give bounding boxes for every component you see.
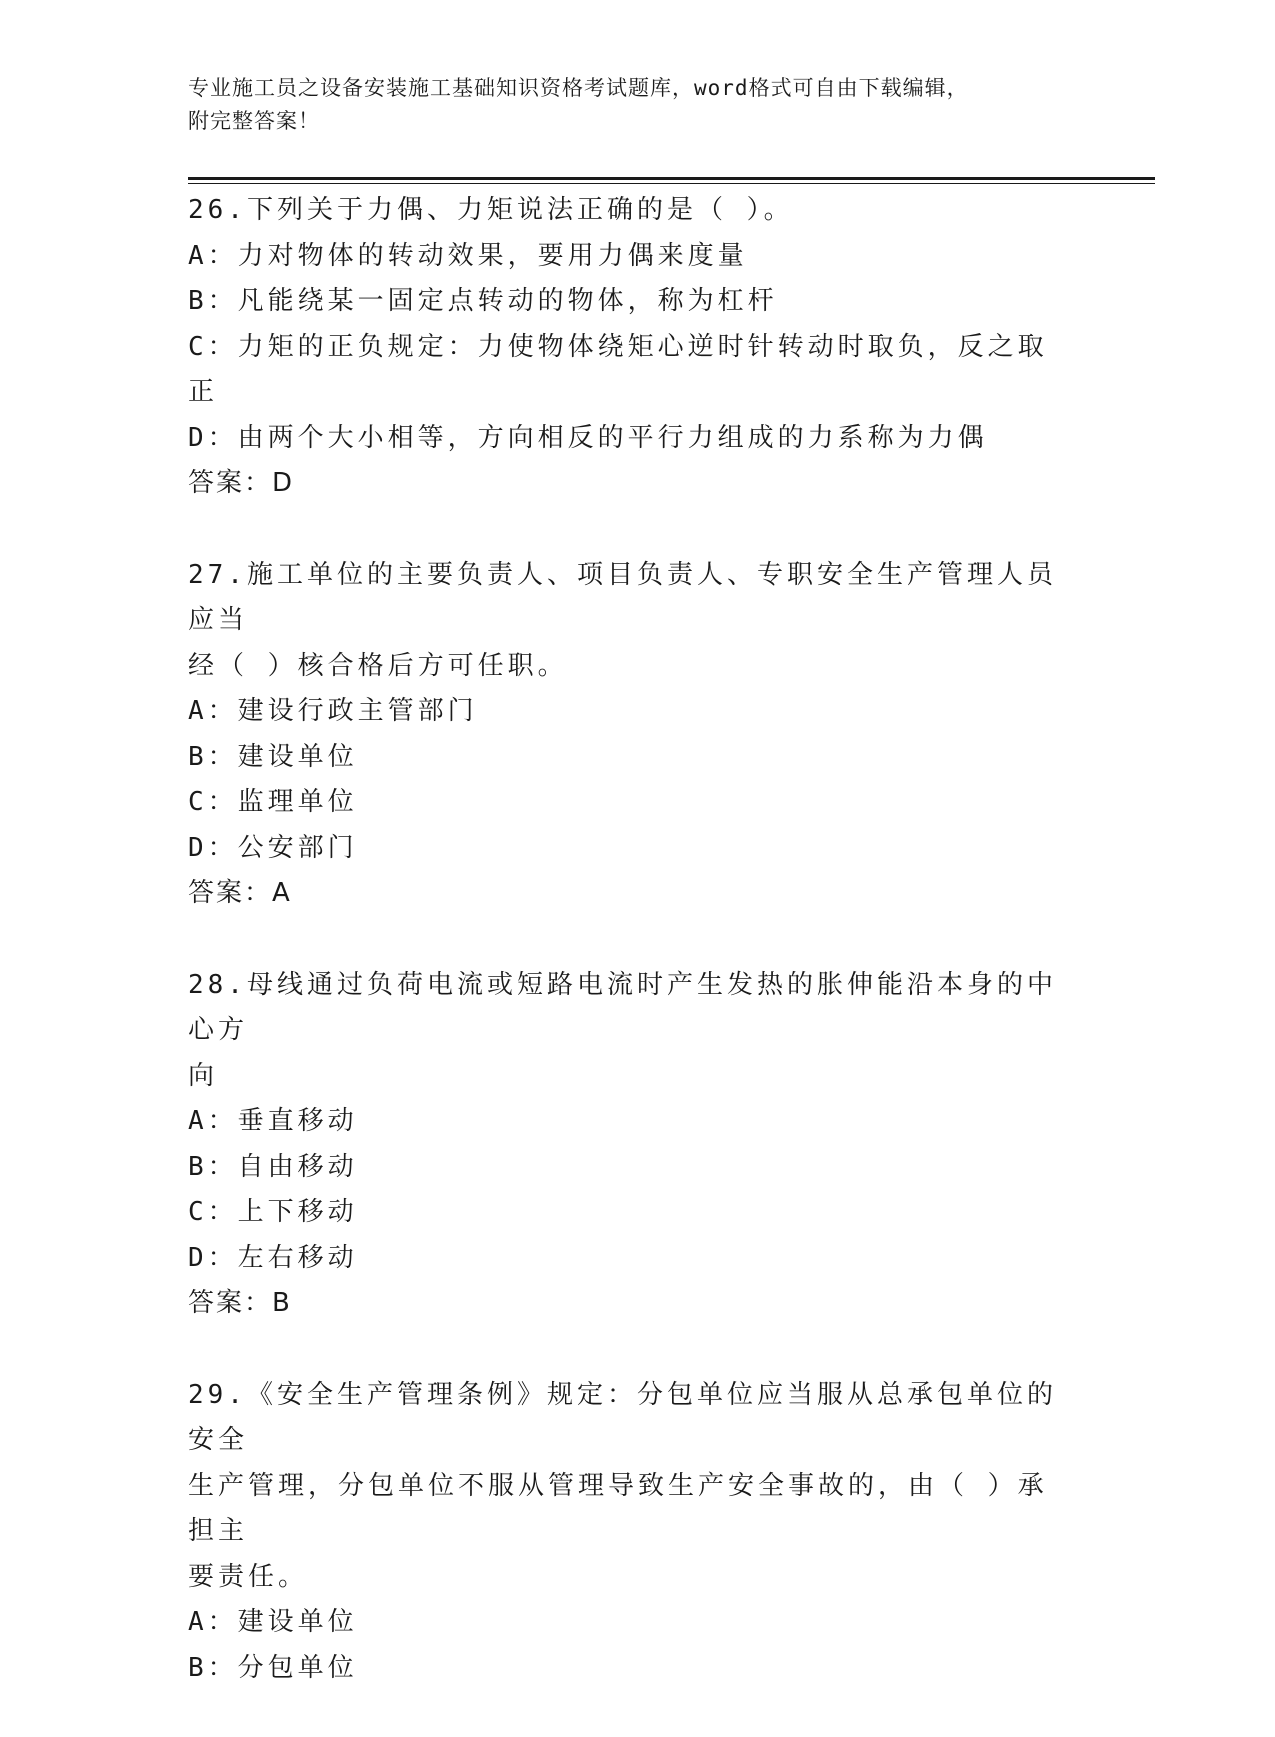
option-b: B：自由移动 <box>188 1151 358 1182</box>
answer-line: 答案：D <box>188 468 295 498</box>
option-c: C：上下移动 <box>188 1197 358 1227</box>
option-a: A：建设单位 <box>188 1607 358 1637</box>
header-line-2: 附完整答案！ <box>188 109 320 133</box>
question-stem: 26.下列关于力偶、力矩说法正确的是（ ）。 <box>188 195 794 225</box>
question-26 <box>188 188 1068 507</box>
header-divider-thick <box>188 177 1155 180</box>
option-d: D：左右移动 <box>188 1242 358 1273</box>
option-a: A：垂直移动 <box>188 1106 358 1136</box>
question-stem-continued: 向 <box>188 1060 219 1091</box>
header-divider-thin <box>188 183 1155 184</box>
question-list <box>188 188 1068 1737</box>
document-header <box>188 72 1088 138</box>
header-line-1: 专业施工员之设备安装施工基础知识资格考试题库，word格式可自由下载编辑， <box>188 76 969 100</box>
question-stem-continued: 经（ ）核合格后方可任职。 <box>188 650 568 681</box>
option-d: D：公安部门 <box>188 832 358 863</box>
option-c: C：监理单位 <box>188 787 358 817</box>
option-a: A：力对物体的转动效果，要用力偶来度量 <box>188 240 748 271</box>
option-b: B：分包单位 <box>188 1652 358 1683</box>
answer-line: 答案：B <box>188 1288 292 1318</box>
question-28 <box>188 963 1068 1327</box>
question-stem-continued: 生产管理，分包单位不服从管理导致生产安全事故的，由（ ）承担主 <box>188 1470 1048 1546</box>
question-stem: 29.《安全生产管理条例》规定：分包单位应当服从总承包单位的安全 <box>188 1379 1057 1455</box>
question-29 <box>188 1373 1068 1692</box>
option-b: B：凡能绕某一固定点转动的物体，称为杠杆 <box>188 286 778 316</box>
question-stem-continued: 要责任。 <box>188 1561 309 1592</box>
question-stem: 28.母线通过负荷电流或短路电流时产生发热的胀伸能沿本身的中心方 <box>188 969 1057 1045</box>
option-b: B：建设单位 <box>188 741 358 772</box>
question-27 <box>188 553 1068 917</box>
option-a: A：建设行政主管部门 <box>188 696 478 726</box>
question-stem: 27.施工单位的主要负责人、项目负责人、专职安全生产管理人员应当 <box>188 559 1057 635</box>
option-d: D：由两个大小相等，方向相反的平行力组成的力系称为力偶 <box>188 422 988 453</box>
answer-line: 答案：A <box>188 878 292 908</box>
option-c: C：力矩的正负规定：力使物体绕矩心逆时针转动时取负，反之取正 <box>188 331 1048 407</box>
